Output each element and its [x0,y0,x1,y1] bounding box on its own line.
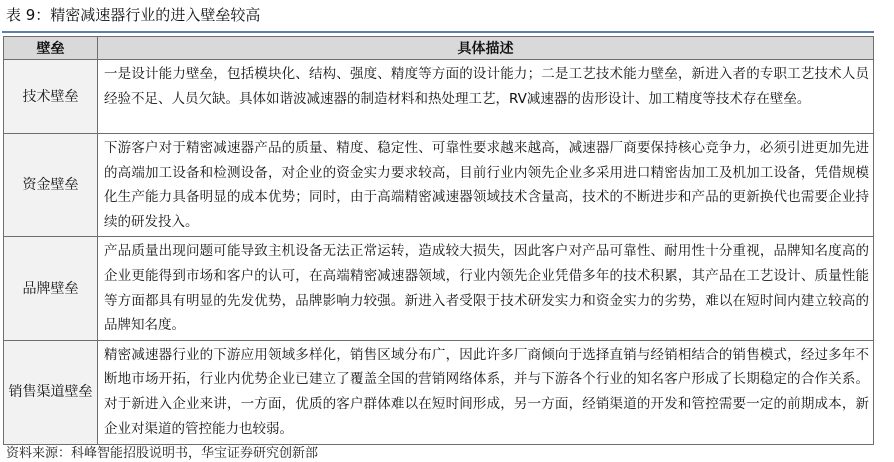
table-caption: 表 9：精密减速器行业的进入壁垒较高 [6,6,261,24]
row-description-technology-barrier: 一是设计能力壁垒，包括模块化、结构、强度、精度等方面的设计能力；二是工艺技术能力壁垒，新进入者的专职工艺技术人员经验不足、人员欠缺。具体如谐波减速器的制造材料和热处理工艺，RV减速器的齿形设计、加工精度等技术存在壁垒。 [98,60,874,134]
table-row [4,134,874,237]
table-row [4,60,874,134]
barriers-table [3,36,874,445]
row-label-capital-barrier: 资金壁垒 [4,134,98,237]
row-label-brand-barrier: 品牌壁垒 [4,237,98,340]
row-description-sales-channel-barrier: 精密减速器行业的下游应用领域多样化，销售区域分布广，因此许多厂商倾向于选择直销与经销相结合的销售模式，经过多年不断地市场开拓，行业内优势企业已建立了覆盖全国的营销网络体系，并与下游各个行业的知名客户形成了长期稳定的合作关系。对于新进入企业来讲，一方面，优质的客户群体难以在短时间形成，另一方面，经销渠道的开发和管控需要一定的前期成本，新企业对渠道的管控能力也较弱。 [98,340,874,444]
table-row [4,340,874,444]
row-label-sales-channel-barrier: 销售渠道壁垒 [4,340,98,444]
row-description-brand-barrier: 产品质量出现问题可能导致主机设备无法正常运转，造成较大损失，因此客户对产品可靠性、耐用性十分重视，品牌知名度高的企业更能得到市场和客户的认可，在高端精密减速器领域，行业内领先企业凭借多年的技术积累，其产品在工艺设计、质量性能等方面都具有明显的先发优势，品牌影响力较强。新进入者受限于技术研发实力和资金实力的劣势，难以在短时间内建立较高的品牌知名度。 [98,237,874,340]
column-header-description: 具体描述 [98,37,874,60]
table-header-row [4,37,874,60]
source-note: 资料来源：科峰智能招股说明书，华宝证券研究创新部 [6,446,319,461]
row-label-technology-barrier: 技术壁垒 [4,60,98,134]
table-row [4,237,874,340]
row-description-capital-barrier: 下游客户对于精密减速器产品的质量、精度、稳定性、可靠性要求越来越高，减速器厂商要保持核心竞争力，必须引进更加先进的高端加工设备和检测设备，对企业的资金实力要求较高，目前行业内领先企业多采用进口精密齿加工及机加工设备，凭借规模化生产能力具备明显的成本优势；同时，由于高端精密减速器领域技术含量高，技术的不断进步和产品的更新换代也需要企业持续的研发投入。 [98,134,874,237]
caption-divider [2,31,874,33]
column-header-barrier: 壁垒 [4,37,98,60]
